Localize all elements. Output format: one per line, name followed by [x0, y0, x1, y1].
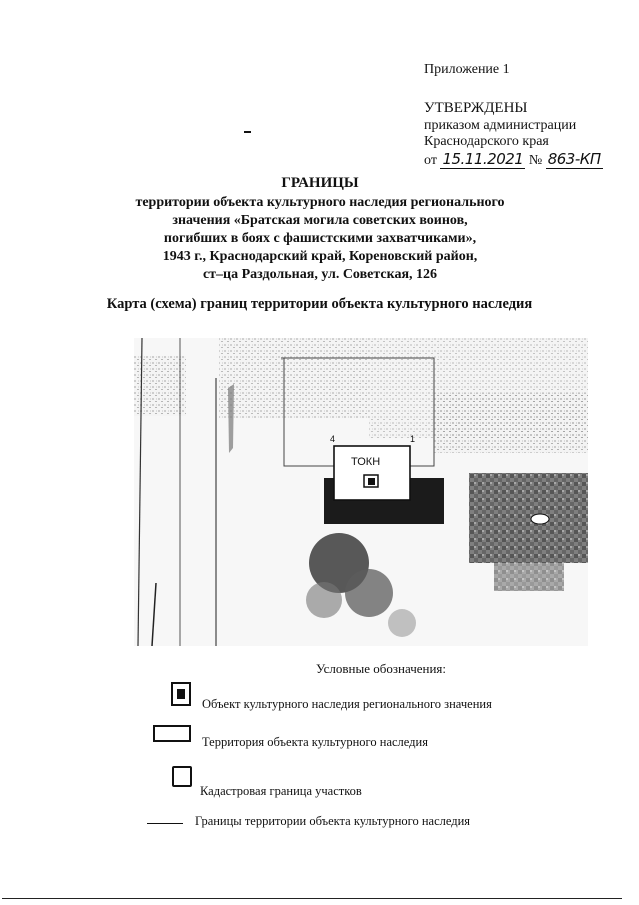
approval-date: 15.11.2021	[442, 150, 524, 168]
legend-territory-icon	[153, 725, 191, 742]
approved-heading: УТВЕРЖДЕНЫ	[424, 100, 528, 116]
title-line-5: ст–ца Раздольная, ул. Советская, 126	[202, 267, 438, 282]
approved-by-line-1: приказом администрации	[424, 118, 577, 133]
heritage-territory	[334, 446, 410, 500]
title-line-4: 1943 г., Краснодарский край, Кореновский район,	[162, 249, 478, 264]
date-prefix: от	[424, 153, 437, 168]
approval-date-line	[424, 150, 603, 169]
legend-territory-label: Территория объекта культурного наследия	[202, 735, 428, 749]
building-block	[469, 473, 588, 563]
legend-boundary-line-icon	[147, 823, 183, 824]
order-number: 863-КП	[547, 150, 601, 168]
page-bottom-rule	[2, 898, 622, 899]
legend-cadastral-label: Кадастровая граница участков	[200, 784, 362, 798]
approved-by-line-2: Краснодарского края	[424, 134, 549, 149]
object-label: ТОКН	[351, 456, 381, 468]
map-caption: Карта (схема) границ территории объекта культурного наследия	[106, 296, 533, 312]
legend-title: Условные обозначения:	[316, 661, 447, 676]
stray-mark	[244, 131, 251, 133]
legend-boundary-label: Границы территории объекта культурного наследия	[195, 814, 471, 828]
point-label: 4	[330, 434, 336, 444]
title-line-1: территории объекта культурного наследия регионального	[135, 195, 505, 210]
legend-object-icon	[171, 682, 191, 706]
title-line-3: погибших в боях с фашистскими захватчиками»,	[163, 231, 477, 246]
title-line-2: значения «Братская могила советских воинов,	[172, 213, 468, 228]
legend-cadastral-icon	[172, 766, 192, 787]
boundary-map	[134, 338, 588, 646]
document-title	[60, 174, 580, 284]
appendix-label: Приложение 1	[424, 62, 510, 77]
legend-object-label: Объект культурного наследия регионального значения	[202, 697, 492, 711]
number-prefix: №	[528, 153, 543, 168]
point-label: 1	[410, 434, 416, 444]
title-heading: ГРАНИЦЫ	[281, 175, 359, 191]
